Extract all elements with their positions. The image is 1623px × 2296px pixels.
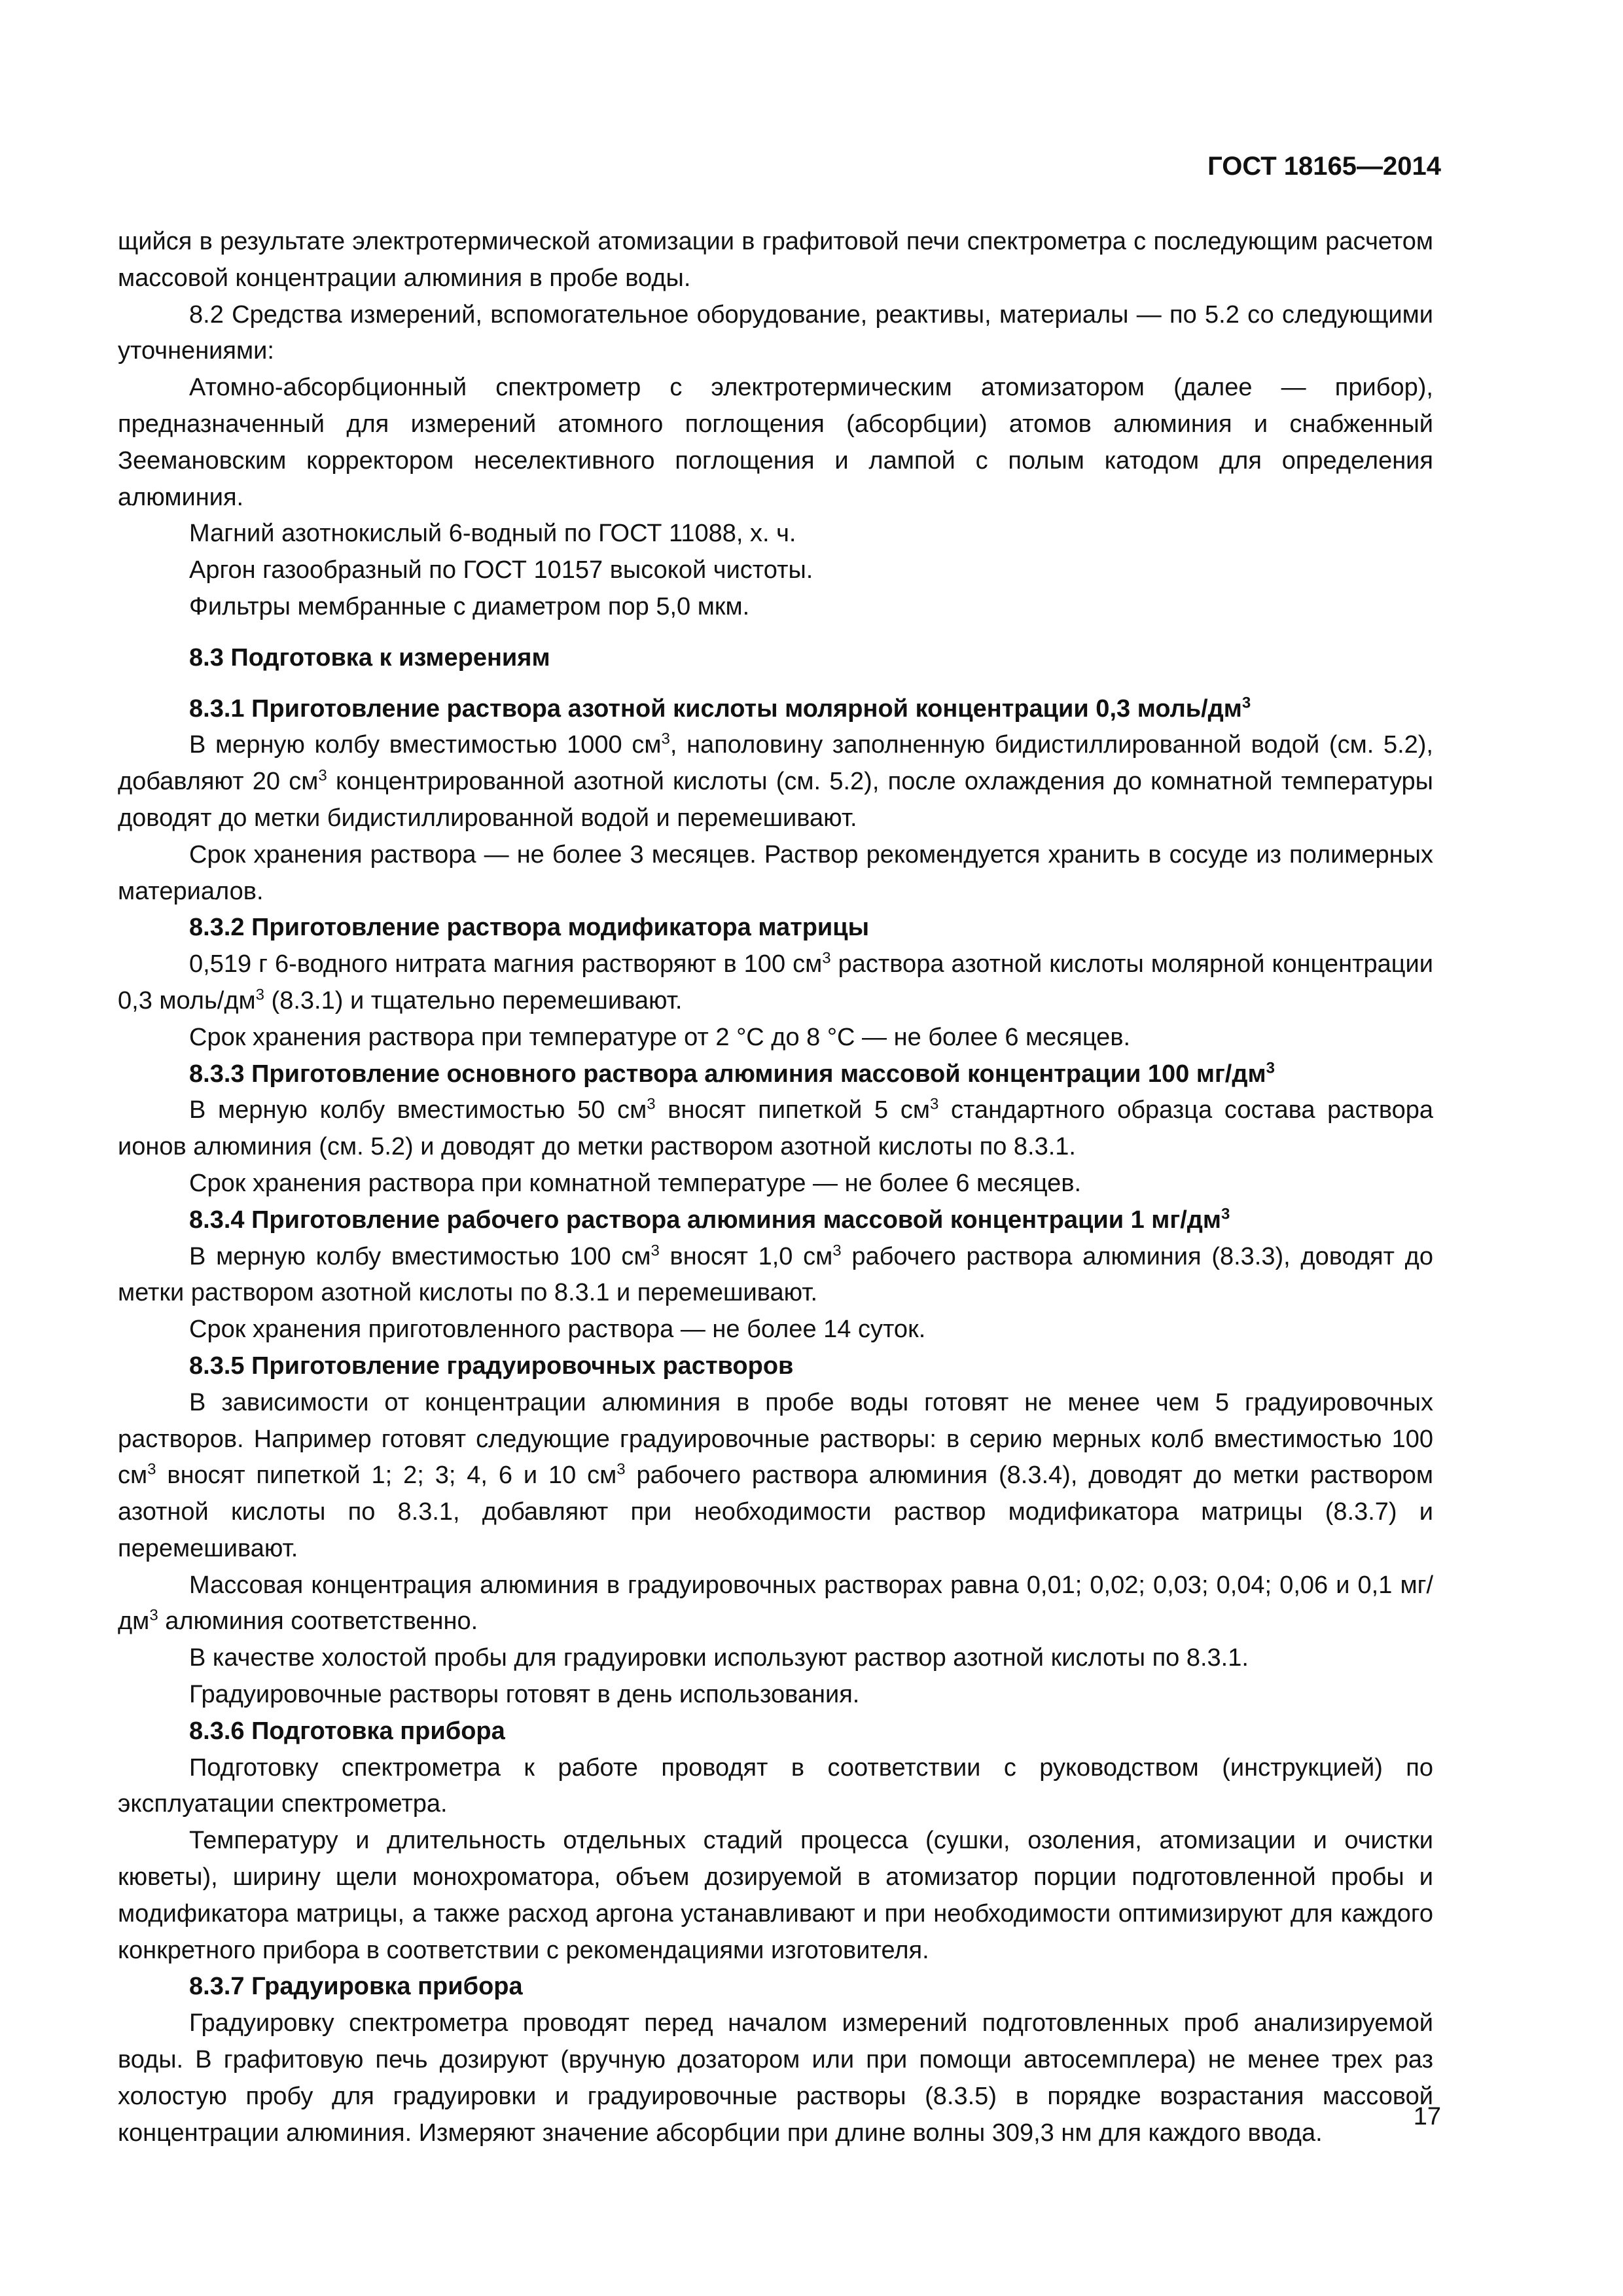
paragraph: Градуировку спектрометра проводят перед началом измерений подготовленных проб анализируемой воды. В графитовую печь дозируют (вручную дозатором или при помощи автосемплера) не менее трех раз холостую пробу для градуировки и градуировочные растворы (8.3.5) в порядке возрастания массовой концентрации алюминия. Измеряют значение абсорбции при длине волны 309,3 нм для каждого ввода. [118,2009,1433,2147]
paragraph: Температуру и длительность отдельных стадий процесса (сушки, озоления, атомизации и очистки кюветы), ширину щели монохроматора, объем дозируемой в атомизатор порции подготовленной пробы и модификатора матрицы, а также расход аргона устанавливают и при необходимости оптимизируют для каждого конкретного прибора в соответствии с рекомендациями изготовителя. [118,1827,1433,1964]
paragraph: щийся в результате электротермической атомизации в графитовой печи спектрометра с последующим расчетом массовой концентрации алюминия в пробе воды. [118,228,1433,292]
section-heading-8-3-6: 8.3.6 Подготовка прибора [189,1717,505,1745]
paragraph: 8.2 Средства измерений, вспомогательное оборудование, реактивы, материалы — по 5.2 со следующими уточнениями: [118,300,1433,365]
paragraph: Срок хранения раствора при комнатной температуре — не более 6 месяцев. [189,1169,1082,1197]
section-heading-8-3-1: 8.3.1 Приготовление раствора азотной кислоты молярной концентрации 0,3 моль/$дм^3$ [189,693,1251,723]
paragraph: Массовая концентрация алюминия в градуировочных растворах равна 0,01; 0,02; 0,03; 0,04; 0,06 и 0,1 $мг/дм^3$ алюминия соответственно. [118,1571,1433,1636]
paragraph: Подготовку спектрометра к работе проводят в соответствии с руководством (инструкцией) по эксплуатации спектрометра. [118,1753,1433,1818]
document-header: ГОСТ 18165—2014 [1207,152,1441,181]
document-body [118,224,1433,2151]
paragraph: Атомно-абсорбционный спектрометр с электротермическим атомизатором (далее — прибор), предназначенный для измерений атомного поглощения (абсорбции) атомов алюминия и снабженный Зеемановским корректором неселективного поглощения и лампой с полым катодом для определения алюминия. [118,374,1433,511]
paragraph: Фильтры мембранные с диаметром пор 5,0 мкм. [189,592,750,620]
paragraph: Аргон газообразный по ГОСТ 10157 высокой чистоты. [189,556,813,584]
page-number: 17 [1413,2103,1441,2130]
paragraph: Срок хранения приготовленного раствора — не более 14 суток. [189,1316,926,1344]
section-heading-8-3-3: 8.3.3 Приготовление основного раствора алюминия массовой концентрации 100 $мг/дм^3$ [189,1058,1275,1088]
paragraph: В мерную колбу вместимостью 50 $см^3$ вносят пипеткой 5 $см^3$ стандартного образца состава раствора ионов алюминия (см. 5.2) и доводят до метки раствором азотной кислоты по 8.3.1. [118,1095,1434,1161]
paragraph: Градуировочные растворы готовят в день использования. [189,1681,860,1709]
paragraph: В мерную колбу вместимостью 1000 $см^3$, наполовину заполненную бидистиллированной водой (см. 5.2), добавляют 20 $см^3$ концентрированной азотной кислоты (см. 5.2), после охлаждения до комнатной температуры доводят до метки бидистиллированной водой и перемешивают. [118,730,1433,832]
paragraph: Срок хранения раствора при температуре от 2 °C до 8 °C — не более 6 месяцев. [189,1023,1131,1051]
section-heading-8-3-4: 8.3.4 Приготовление рабочего раствора алюминия массовой концентрации 1 $мг/дм^3$ [189,1205,1230,1234]
paragraph: Срок хранения раствора — не более 3 месяцев. Раствор рекомендуется хранить в сосуде из полимерных материалов. [118,840,1433,905]
paragraph: В качестве холостой пробы для градуировки используют раствор азотной кислоты по 8.3.1. [189,1644,1249,1672]
paragraph: Магний азотнокислый 6-водный по ГОСТ 11088, х. ч. [189,520,796,548]
section-heading-8-3-7: 8.3.7 Градуировка прибора [189,1973,523,2001]
paragraph: В зависимости от концентрации алюминия в пробе воды готовят не менее чем 5 градуировочных растворов. Например готовят следующие градуировочные растворы: в серию мерных колб вместимостью 100 $см^3$ вносят пипеткой 1; 2; 3; 4, 6 и 10 $см^3$ рабочего раствора алюминия (8.3.4), доводят до метки раствором азотной кислоты по 8.3.1, добавляют при необходимости раствор модификатора матрицы (8.3.7) и перемешивают. [118,1388,1433,1562]
section-heading-8-3-2: 8.3.2 Приготовление раствора модификатора матрицы [189,914,870,942]
paragraph: В мерную колбу вместимостью 100 $см^3$ вносят 1,0 $см^3$ рабочего раствора алюминия (8.3.3), доводят до метки раствором азотной кислоты по 8.3.1 и перемешивают. [118,1241,1433,1307]
paragraph: 0,519 г 6-водного нитрата магния растворяют в 100 $см^3$ раствора азотной кислоты молярной концентрации 0,3 моль/$дм^3$ (8.3.1) и тщательно перемешивают. [118,949,1433,1014]
section-heading-8-3: 8.3 Подготовка к измерениям [189,643,550,672]
section-heading-8-3-5: 8.3.5 Приготовление градуировочных растворов [189,1352,794,1380]
